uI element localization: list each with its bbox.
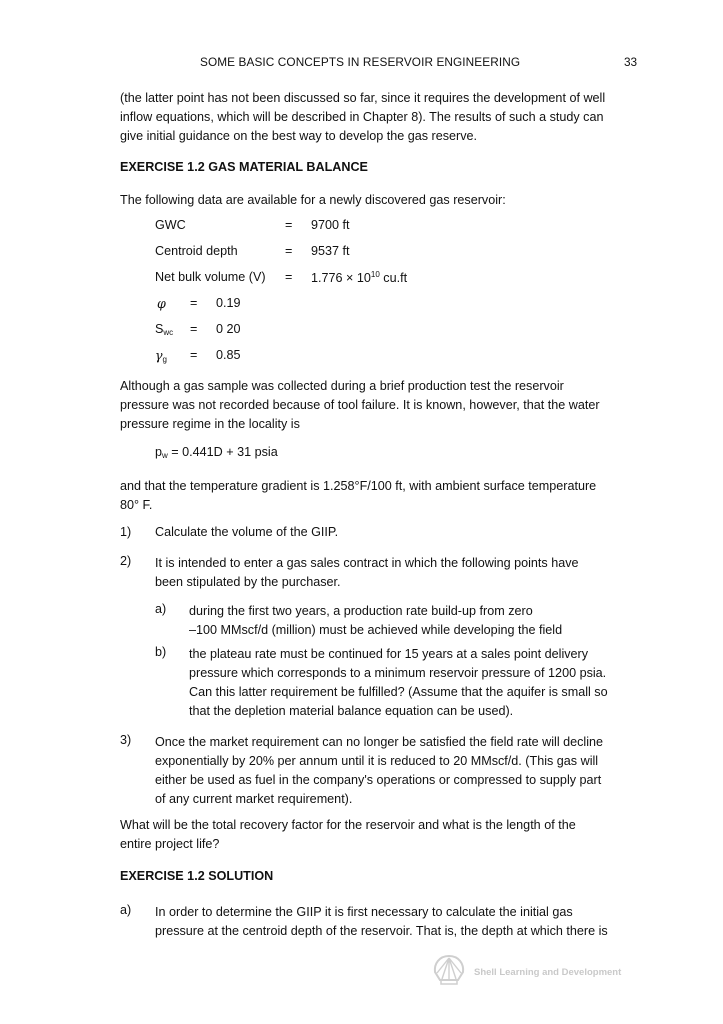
text-line: 80° F.: [120, 498, 153, 512]
page-number: 33: [624, 55, 638, 69]
var-eq: =: [190, 348, 198, 362]
text-line: (the latter point has not been discussed so far, since it requires the development of well: [120, 91, 606, 105]
text-line: entire project life?: [120, 837, 220, 851]
text-line: give initial guidance on the best way to develop the gas reserve.: [120, 129, 478, 143]
item-number: 1): [120, 525, 132, 539]
data-value-centroid: 9537 ft: [311, 244, 350, 258]
text-line: and that the temperature gradient is 1.258°F/100 ft, with ambient surface temperature: [120, 479, 597, 493]
pressure-paragraph: [120, 377, 640, 434]
subitem-text: the plateau rate must be continued for 15 years at a sales point delivery pressure which corresponds to a minimum reservoir pressure of 1200 psia. Can this latter requirement be fulfilled? (Assume that the aquifer is small so that the depletion material balance equation can be used).: [189, 647, 608, 718]
subitem-letter: a): [155, 602, 167, 616]
data-eq: =: [285, 270, 293, 284]
solution-letter: a): [120, 903, 132, 917]
exercise-heading: EXERCISE 1.2 GAS MATERIAL BALANCE: [120, 160, 368, 174]
data-label-centroid: Centroid depth: [155, 244, 238, 258]
solution-heading: EXERCISE 1.2 SOLUTION: [120, 869, 274, 883]
subitem-letter: b): [155, 645, 167, 659]
var-eq: =: [190, 296, 198, 310]
item-text: Calculate the volume of the GIIP.: [155, 525, 339, 539]
data-value-volume: $1.776 \times 10^{10}$ cu.ft: [311, 270, 408, 285]
subitem-text: during the first two years, a production rate build-up from zero –100 MMscf/d (million) must be achieved while developing the field: [189, 604, 563, 637]
text-line: pressure was not recorded because of tool failure. It is known, however, that the water: [120, 398, 600, 412]
phi-symbol: φ: [157, 296, 166, 311]
item-text: It is intended to enter a gas sales contract in which the following points have been stipulated by the purchaser.: [155, 556, 579, 589]
gamma-value: 0.85: [216, 348, 241, 362]
item-number: 2): [120, 554, 132, 568]
running-header: SOME BASIC CONCEPTS IN RESERVOIR ENGINEERING: [200, 55, 521, 69]
intro-paragraph: [120, 89, 640, 146]
solution-text: In order to determine the GIIP it is first necessary to calculate the initial gas pressure at the centroid depth of the reservoir. That is, the depth at which there is: [155, 905, 608, 938]
data-label-volume: Net bulk volume (V): [155, 270, 266, 284]
data-eq: =: [285, 244, 293, 258]
gamma-symbol: $\gamma_g$: [155, 348, 167, 364]
text-line: pressure regime in the locality is: [120, 417, 300, 431]
item-text: Once the market requirement can no longer be satisfied the field rate will decline exponentially by 20% per annum until it is reduced to 20 MMscf/d. (This gas will either be used as fuel in the company's operations or compressed to supply part of any current market requirement).: [155, 735, 604, 806]
swc-symbol: $S_{wc}$: [155, 322, 174, 337]
pressure-equation: $p_w = 0.441D + 31$ psia: [155, 445, 278, 460]
text-line: inflow equations, which will be described in Chapter 8). The results of such a study can: [120, 110, 604, 124]
phi-value: 0.19: [216, 296, 241, 310]
data-eq: =: [285, 218, 293, 232]
temperature-paragraph: [120, 477, 640, 515]
footer-brand-text: Shell Learning and Development: [474, 967, 622, 978]
text-line: What will be the total recovery factor for the reservoir and what is the length of the: [120, 818, 576, 832]
swc-value: 0 20: [216, 322, 241, 336]
item-number: 3): [120, 733, 132, 747]
data-intro: The following data are available for a newly discovered gas reservoir:: [120, 193, 506, 207]
text-line: Although a gas sample was collected during a brief production test the reservoir: [120, 379, 564, 393]
data-label-gwc: GWC: [155, 218, 186, 232]
var-eq: =: [190, 322, 198, 336]
data-value-gwc: 9700 ft: [311, 218, 350, 232]
shell-logo-icon: [432, 954, 466, 986]
question-paragraph: [120, 816, 640, 854]
